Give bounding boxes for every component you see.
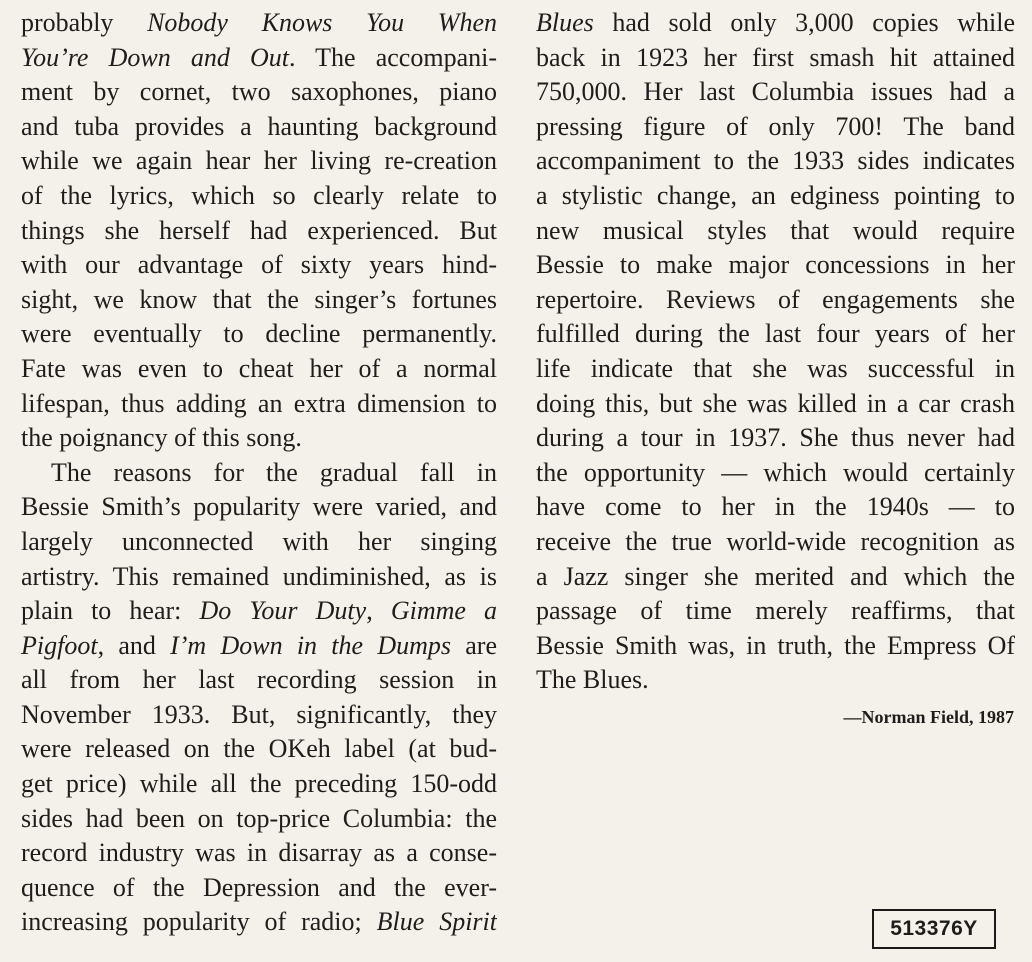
- text-line: [21, 421, 497, 456]
- italic-title-text: I’m Down in the Dumps: [170, 630, 451, 660]
- text-run: during a tour in 1937. She thus never had: [536, 423, 1015, 453]
- text-run: are: [451, 630, 497, 660]
- text-run: ,: [366, 596, 391, 626]
- text-run: probably: [21, 8, 148, 37]
- text-line: [21, 144, 497, 179]
- text-line: [21, 41, 497, 76]
- text-line: [21, 663, 497, 698]
- text-line: [536, 110, 1015, 145]
- text-line: [21, 802, 497, 837]
- text-run: The Blues.: [536, 665, 649, 695]
- text-run: sides had been on top-price Columbia: the: [21, 803, 497, 833]
- text-line: [21, 75, 497, 110]
- italic-title-text: Blues: [536, 8, 594, 37]
- text-run: record industry was in disarray as a conse-: [21, 838, 497, 868]
- text-run: while we again hear her living re-creation: [21, 146, 497, 176]
- text-run: were released on the OKeh label (at bud-: [21, 734, 497, 764]
- text-line: [21, 525, 497, 560]
- text-line: [21, 456, 497, 491]
- text-line: [21, 283, 497, 318]
- italic-title-text: Blue Spirit: [376, 907, 497, 937]
- text-line: [21, 594, 497, 629]
- italic-title-text: Gimme a: [390, 596, 497, 626]
- text-run: back in 1923 her first smash hit attained: [536, 42, 1015, 72]
- text-run: sight, we know that the singer’s fortunes: [21, 284, 497, 314]
- text-line: [21, 698, 497, 733]
- italic-title-text: You’re Down and Out: [21, 42, 289, 72]
- text-line: [21, 352, 497, 387]
- text-run: quence of the Depression and the ever-: [21, 872, 497, 902]
- text-run: the opportunity — which would certainly: [536, 457, 1015, 487]
- text-run: The reasons for the gradual fall in: [51, 457, 497, 487]
- text-line: [536, 525, 1015, 560]
- text-run: were eventually to decline permanently.: [21, 319, 497, 349]
- text-line: [21, 490, 497, 525]
- catalog-number-box: 513376Y: [872, 909, 996, 949]
- text-line: [21, 767, 497, 802]
- left-column: [21, 6, 497, 940]
- text-line: [536, 283, 1015, 318]
- text-line: [536, 75, 1015, 110]
- text-run: Bessie Smith’s popularity were varied, and: [21, 492, 497, 522]
- text-line: [536, 317, 1015, 352]
- text-run: pressing figure of only 700! The band: [536, 111, 1015, 141]
- text-run: . The accompani-: [288, 42, 497, 72]
- text-run: things she herself had experienced. But: [21, 215, 497, 245]
- right-column: [536, 6, 1015, 698]
- text-line: [536, 560, 1015, 595]
- text-run: and tuba provides a haunting background: [21, 111, 497, 141]
- text-line: [21, 214, 497, 249]
- text-line: [536, 41, 1015, 76]
- text-line: [536, 629, 1015, 664]
- text-run: get price) while all the preceding 150-odd: [21, 769, 497, 799]
- text-line: [536, 144, 1015, 179]
- text-run: a Jazz singer she merited and which the: [536, 561, 1015, 591]
- text-line: [21, 110, 497, 145]
- text-line: [21, 317, 497, 352]
- text-line: [536, 456, 1015, 491]
- italic-title-text: Do Your Duty: [199, 596, 367, 626]
- text-line: [21, 732, 497, 767]
- text-line: [536, 248, 1015, 283]
- text-run: plain to hear:: [21, 596, 200, 626]
- text-run: 750,000. Her last Columbia issues had a: [536, 77, 1015, 107]
- text-run: receive the true world-wide recognition as: [536, 526, 1015, 556]
- text-run: accompaniment to the 1933 sides indicates: [536, 146, 1015, 176]
- text-run: lifespan, thus adding an extra dimension to: [21, 388, 497, 418]
- text-line: [536, 663, 1015, 698]
- text-line: [21, 6, 497, 41]
- text-run: passage of time merely reaffirms, that: [536, 596, 1015, 626]
- text-run: a stylistic change, an edginess pointing to: [536, 180, 1015, 210]
- text-run: life indicate that she was successful in: [536, 353, 1015, 383]
- italic-title-text: Pigfoot: [21, 630, 98, 660]
- text-line: [21, 387, 497, 422]
- text-run: , and: [97, 630, 171, 660]
- text-run: have come to her in the 1940s — to: [536, 492, 1015, 522]
- text-line: [21, 560, 497, 595]
- text-line: [21, 179, 497, 214]
- text-run: repertoire. Reviews of engagements she: [536, 284, 1015, 314]
- text-line: [536, 421, 1015, 456]
- text-line: [536, 179, 1015, 214]
- text-run: with our advantage of sixty years hind-: [21, 250, 497, 280]
- text-run: doing this, but she was killed in a car crash: [536, 388, 1015, 418]
- text-run: increasing popularity of radio;: [21, 907, 377, 937]
- text-line: [536, 490, 1015, 525]
- text-run: ment by cornet, two saxophones, piano: [21, 77, 497, 107]
- text-line: [21, 905, 497, 940]
- text-run: Bessie Smith was, in truth, the Empress Of: [536, 630, 1015, 660]
- text-run: all from her last recording session in: [21, 665, 497, 695]
- author-signature: —Norman Field, 1987: [843, 707, 1014, 727]
- text-line: [536, 594, 1015, 629]
- text-line: [21, 248, 497, 283]
- text-line: [536, 214, 1015, 249]
- text-run: Fate was even to cheat her of a normal: [21, 353, 497, 383]
- text-line: [21, 871, 497, 906]
- text-run: had sold only 3,000 copies while: [593, 8, 1015, 37]
- text-run: largely unconnected with her singing: [21, 526, 497, 556]
- text-run: of the lyrics, which so clearly relate to: [21, 180, 497, 210]
- text-line: [21, 629, 497, 664]
- text-run: the poignancy of this song.: [21, 423, 302, 453]
- text-run: November 1933. But, significantly, they: [21, 699, 497, 729]
- text-run: artistry. This remained undiminished, as is: [21, 561, 497, 591]
- text-line: [536, 352, 1015, 387]
- text-run: new musical styles that would require: [536, 215, 1015, 245]
- text-line: [536, 387, 1015, 422]
- text-line: [21, 836, 497, 871]
- text-run: Bessie to make major concessions in her: [536, 250, 1015, 280]
- italic-title-text: Nobody Knows You When: [147, 8, 497, 37]
- text-run: fulfilled during the last four years of her: [536, 319, 1015, 349]
- text-line: [536, 6, 1015, 41]
